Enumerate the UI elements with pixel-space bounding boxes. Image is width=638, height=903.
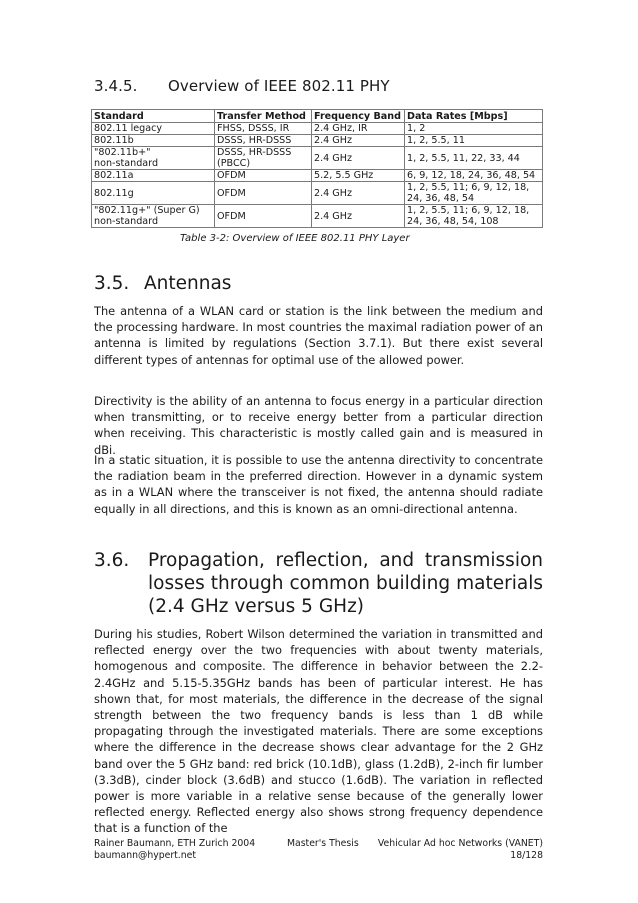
cell-standard: 802.11a [92, 170, 215, 182]
footer-page-number: 18/128 [510, 850, 543, 861]
section-heading-antennas [94, 273, 543, 294]
cell-frequency-band: 2.4 GHz [312, 135, 405, 147]
cell-data-rates [405, 205, 543, 228]
cell-rates-line1: 1, 2, 5.5, 11; 6, 9, 12, 18, [407, 205, 530, 216]
cell-frequency-band: 2.4 GHz [312, 147, 405, 170]
table-header-row [92, 110, 543, 123]
cell-rates-line1: 1, 2, 5.5, 11; 6, 9, 12, 18, [407, 182, 530, 193]
column-header-data-rates: Data Rates [Mbps] [405, 110, 543, 123]
cell-standard: 802.11b [92, 135, 215, 147]
cell-transfer-method [215, 147, 312, 170]
section-title: Antennas [144, 273, 232, 294]
cell-standard [92, 147, 215, 170]
subsection-title: Overview of IEEE 802.11 PHY [168, 77, 390, 95]
cell-rates-line2: 24, 36, 48, 54, 108 [407, 216, 499, 227]
footer-email: baumann@hypert.net [94, 850, 197, 861]
cell-data-rates: 1, 2, 5.5, 11 [405, 135, 543, 147]
cell-data-rates: 1, 2, 5.5, 11, 22, 33, 44 [405, 147, 543, 170]
section-title-line1: Propagation, reflection, and transmission [148, 550, 543, 571]
footer-author-block [94, 838, 255, 862]
table-row [92, 205, 543, 228]
cell-frequency-band: 5.2, 5.5 GHz [312, 170, 405, 182]
cell-data-rates: 6, 9, 12, 18, 24, 36, 48, 54 [405, 170, 543, 182]
phy-table-wrapper [91, 109, 543, 228]
paragraph: In a static situation, it is possible to use the antenna directivity to concentrate the radiation beam in the preferred direction. However in a dynamic system as in a WLAN where the transceiver is not fixed, the antenna should radiate equally in all directions, and this is known as an omni-directional antenna. [94, 453, 543, 516]
cell-standard-line1: "802.11g+" (Super G) [94, 205, 200, 216]
cell-frequency-band: 2.4 GHz [312, 205, 405, 228]
table-row [92, 147, 543, 170]
paragraph: Directivity is the ability of an antenna to focus energy in a particular direction when transmitting, or to receive energy better from a particular direction when receiving. This characteristic is mostly called gain and is measured in dBi. [94, 394, 543, 457]
footer-author: Rainer Baumann, ETH Zurich 2004 [94, 838, 256, 849]
cell-frequency-band: 2.4 GHz, IR [312, 123, 405, 135]
section-number: 3.5. [94, 273, 130, 294]
cell-transfer-method: FHSS, DSSS, IR [215, 123, 312, 135]
subsection-heading [94, 77, 543, 95]
column-header-transfer-method: Transfer Method [215, 110, 312, 123]
table-row [92, 135, 543, 147]
cell-standard [92, 205, 215, 228]
cell-standard-line2: non-standard [94, 216, 159, 227]
table-row [92, 182, 543, 205]
section-title-line2: losses through common building materials [148, 573, 543, 594]
section-heading-propagation [94, 549, 543, 618]
footer-doc-type: Master's Thesis [287, 838, 359, 849]
table-row [92, 170, 543, 182]
section-title [148, 549, 543, 618]
cell-standard: 802.11 legacy [92, 123, 215, 135]
table-row [92, 123, 543, 135]
cell-data-rates: 1, 2 [405, 123, 543, 135]
cell-transfer-method: DSSS, HR-DSSS [215, 135, 312, 147]
cell-method-line1: DSSS, HR-DSSS [217, 147, 292, 158]
cell-frequency-band: 2.4 GHz [312, 182, 405, 205]
phy-overview-table [91, 109, 543, 228]
cell-data-rates [405, 182, 543, 205]
subsection-number: 3.4.5. [94, 77, 138, 95]
cell-standard: 802.11g [92, 182, 215, 205]
footer-title-block [378, 838, 543, 862]
cell-standard-line2: non-standard [94, 158, 159, 169]
cell-rates-line2: 24, 36, 48, 54 [407, 193, 475, 204]
cell-method-line2: (PBCC) [217, 158, 251, 169]
column-header-frequency-band: Frequency Band [312, 110, 405, 123]
cell-transfer-method: OFDM [215, 182, 312, 205]
footer-title: Vehicular Ad hoc Networks (VANET) [377, 838, 543, 849]
section-number: 3.6. [94, 550, 130, 571]
table-caption: Table 3-2: Overview of IEEE 802.11 PHY Layer [180, 233, 410, 244]
cell-transfer-method: OFDM [215, 170, 312, 182]
section-title-line3: (2.4 GHz versus 5 GHz) [148, 596, 365, 617]
column-header-standard: Standard [92, 110, 215, 123]
cell-standard-line1: "802.11b+" [94, 147, 151, 158]
paragraph: The antenna of a WLAN card or station is the link between the medium and the processing hardware. In most countries the maximal radiation power of an antenna is limited by regulations (Section 3.7.1). But there exist several different types of antennas for optimal use of the allowed power. [94, 304, 543, 367]
cell-transfer-method: OFDM [215, 205, 312, 228]
paragraph: During his studies, Robert Wilson determined the variation in transmitted and reflected energy over the two frequencies with about twenty materials, homogenous and composite. The difference in behavior between the 2.2-2.4GHz and 5.15-5.35GHz bands has been of particular interest. He has shown that, for most materials, the difference in the decrease of the signal strength between the two frequency bands is less than 1 dB while propagating through the investigated materials. There are some exceptions where the difference in the decrease shows clear advantage for the 2 GHz band over the 5 GHz band: red brick (10.1dB), glass (1.2dB), 2-inch fir lumber (3.3dB), cinder block (3.6dB) and stucco (1.6dB). The variation in reflected power is more variable in a relative sense because of the generally lower reflected energy. Reflected energy also shows strong frequency dependence that is a function of the [94, 627, 543, 836]
